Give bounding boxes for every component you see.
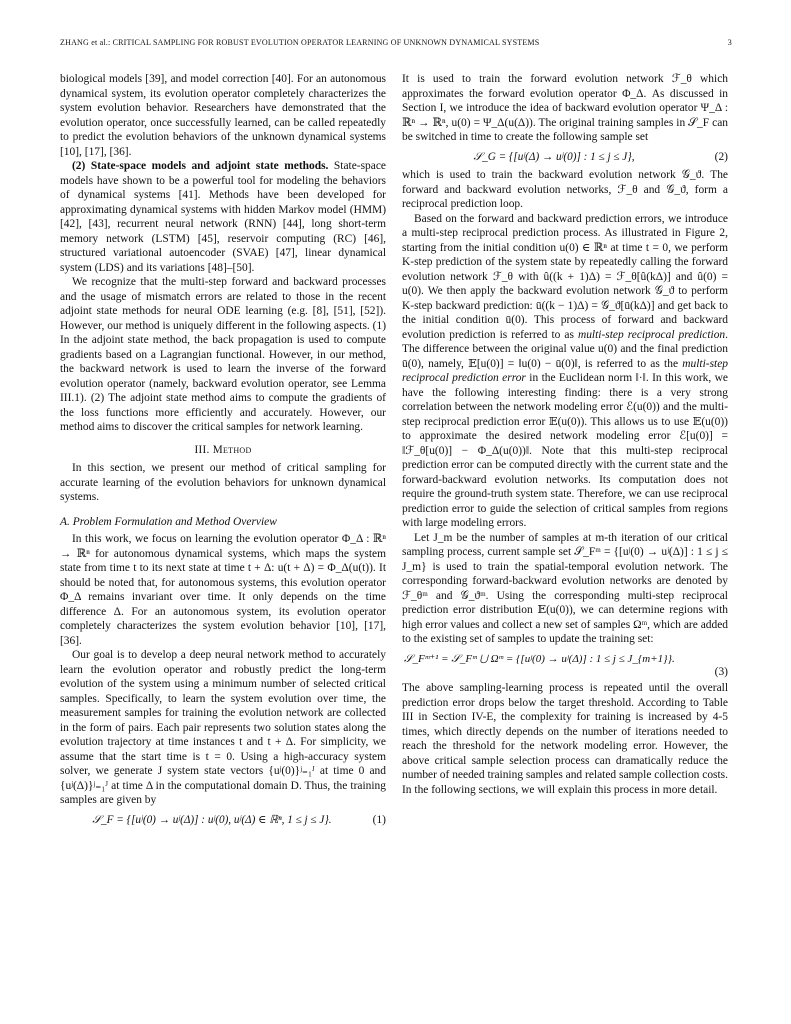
running-header bbox=[60, 38, 732, 50]
term-reciprocal-prediction-error: multi-step reciprocal prediction error bbox=[402, 357, 728, 384]
running-title: ZHANG et al.: CRITICAL SAMPLING FOR ROBUST EVOLUTION OPERATOR LEARNING OF UNKNOWN DYNAMICAL SYSTEMS bbox=[60, 38, 540, 47]
equation-1 bbox=[60, 813, 386, 828]
reciprocal-text-c: in the Euclidean norm ‖·‖. In this work, we have the following interesting finding: there is a very strong correlation between the network modeling error ℰ(u(0)) and the multi-step reciprocal prediction error 𝔼(u(0)). This allows us to use 𝔼(u(0)) to approximate the desired network modeling error ℰ[u(0)] = ‖ℱ_θ[u(0)] − Φ_Δ(u(0))‖. Note that this multi-step reciprocal prediction error can be computed directly with the current state and the forward-backward evolution networks. Its computation does not require the ground-truth system state. Therefore, we can use reciprocal prediction error to guide the selection of critical samples from regions with large modeling errors. bbox=[402, 372, 728, 529]
paragraph-sampling-learning: The above sampling-learning process is repeated until the overall prediction error drops below the target threshold. According to Table III in Section IV-E, the complexity for training is increased by 4-5 times, which directly depends on the number of iterations needed to reach the threshold for the network modeling error. However, the above critical sample selection process can dramatically reduce the number of needed training samples and related sample collection costs. In the following sections, we will explain this process in more detail. bbox=[402, 682, 728, 796]
paragraph-related-work-continued: biological models [39], and model correction [40]. For an autonomous dynamical system, its evolution operator completely characterizes the system evolution behavior. Researchers have demonstrated that the evolution operator, once successfully learned, can be called repeatedly to predict the evolution behaviors of the unknown dynamical systems [10], [17], [36]. bbox=[60, 73, 386, 158]
equation-3 bbox=[402, 652, 728, 679]
equation-2 bbox=[402, 150, 728, 165]
paragraph-reciprocal-prediction bbox=[402, 212, 728, 531]
paragraph-forward-network: It is used to train the forward evolution network ℱ_θ which approximates the forward evolution operator Φ_Δ. As discussed in Section I, we introduce the idea of backward evolution operator Ψ_Δ : ℝⁿ → ℝⁿ, u(0) = Ψ_Δ(u(Δ)). The original training samples in 𝒮_F can be switched in time to create the following sample set bbox=[402, 73, 728, 143]
state-space-text: State-space models have shown to be a powerful tool for modeling the behaviors of dynamical systems [41]. Methods have been developed for approximating dynamical systems with hidden Markov model (HMM) [42], [43], recurrent neural network (RNN) [44], long short-term memory network (LSTM) [45], reservoir computing (RC) [46], structured variational autoencoder (SVAE) [47], linear dynamical system (LDS) and its variations [48]–[50]. bbox=[60, 160, 386, 274]
paragraph-sampling-iteration: Let J_m be the number of samples at m-th iteration of our critical sampling process, current sample set 𝒮_Fᵐ = {[uʲ(0) → uʲ(Δ)] : 1 ≤ j ≤ J_m} is used to train the spatial-temporal evolution network. The corresponding forward-backward evolution networks are denoted by ℱ_θᵐ and 𝒢_ϑᵐ. Using the corresponding multi-step reciprocal prediction error distribution 𝔼(u(0)), we can determine regions with high error values and collect a new set of samples Ωᵐ, which are added to the existing set of samples to update the training set: bbox=[402, 531, 728, 645]
equation-3-expression: 𝒮_Fᵐ⁺¹ = 𝒮_Fᵐ ⋃ Ωᵐ = {[uʲ(0) → uʲ(Δ)] : 1 ≤ j ≤ J_{m+1}}. bbox=[404, 652, 675, 665]
equation-1-number: (1) bbox=[372, 813, 386, 826]
left-column bbox=[60, 72, 386, 831]
section-title-method: III. Method bbox=[194, 443, 252, 456]
paragraph-evolution-operator: In this work, we focus on learning the evolution operator Φ_Δ : ℝⁿ → ℝⁿ for autonomous dynamical systems, which maps the system state from time t to its next state at time t + Δ: u(t + Δ) = Φ_Δ(u(t)). It should be noted that, for autonomous systems, this evolution operator Φ_Δ remains invariant over time. It only depends on the time difference Δ. For an autonomous system, its evolution operator completely characterizes the system evolution behavior [10], [17], [36]. bbox=[60, 533, 386, 647]
right-column bbox=[402, 72, 728, 797]
run-in-heading-state-space: (2) State-space models and adjoint state methods. bbox=[72, 160, 329, 172]
reciprocal-text-b: . The difference between the original value u(0) and the final prediction ū(0), namely, 𝔼[u(0)] = ‖u(0) − ū(0)‖, is referred to as the bbox=[402, 328, 728, 370]
term-multi-step-reciprocal-prediction: multi-step reciprocal prediction bbox=[577, 328, 726, 341]
equation-2-expression: 𝒮_G = {[uʲ(Δ) → uʲ(0)] : 1 ≤ j ≤ J}, bbox=[473, 150, 635, 163]
paragraph-state-space-models bbox=[60, 159, 386, 275]
equation-3-number: (3) bbox=[714, 666, 728, 678]
page-number: 3 bbox=[727, 38, 732, 47]
equation-1-expression: 𝒮_F = {[uʲ(0) → uʲ(Δ)] : uʲ(0), uʲ(Δ) ∈ ℝⁿ, 1 ≤ j ≤ J}. bbox=[92, 813, 332, 826]
equation-2-number: (2) bbox=[714, 150, 728, 163]
paragraph-backward-network: which is used to train the backward evolution network 𝒢_ϑ. The forward and backward evolution networks, ℱ_θ and 𝒢_ϑ, form a reciprocal prediction loop. bbox=[402, 169, 728, 210]
paragraph-method-intro: In this section, we present our method of critical sampling for accurate learning of the evolution behaviors for unknown dynamical systems. bbox=[60, 462, 386, 503]
subsection-title-problem-formulation: A. Problem Formulation and Method Overview bbox=[60, 515, 277, 528]
reciprocal-text-a: Based on the forward and backward prediction errors, we introduce a multi-step reciprocal prediction process. As illustrated in Figure 2, starting from the initial condition u(0) ∈ ℝⁿ at time t = 0, we perform K-step prediction of the system state by repeatedly calling the forward evolution network ℱ_θ with û((k + 1)Δ) = ℱ_θ[û(kΔ)] and û(0) = u(0). We then apply the backward evolution network 𝒢_ϑ to perform K-step backward prediction: ū((k − 1)Δ) = 𝒢_ϑ[ū(kΔ)] and get back to the initial condition ū(0). This process of forward and backward evolution prediction is referred to as bbox=[402, 212, 728, 341]
paragraph-adjoint-comparison: We recognize that the multi-step forward and backward processes and the usage of mismatch errors are related to those in the recent adjoint state methods for neural ODE learning (e.g. [8], [51], [52]). However, our method is uniquely different in the following aspects. (1) In the adjoint state method, the back propagation is used to compute gradients based on a Lagrangian functional. However, in our method, the backward network is used to learn the inverse of the forward evolution operator (namely, backward evolution operator, see Lemma III.1). (2) The adjoint state method aims to compute the gradients of the loss functions more efficiently and accurately. However, our method aims to discover the critical samples for network learning. bbox=[60, 276, 386, 433]
paragraph-goal: Our goal is to develop a deep neural network method to accurately learn the evolution operator and robustly predict the long-term evolution of the system using a minimum number of selected critical samples. Specifically, to learn the system evolution over time, the measurement samples for training the evolution network are collected in the form of pairs. Each pair represents two solution states along the evolution trajectory at time instances t and t + Δ. For simplicity, we assume that the start time is t = 0. Using a high-accuracy system solver, we generate J system state vectors {uʲ(0)}ʲ₌₁ᴶ at time 0 and {uʲ(Δ)}ʲ₌₁ᴶ at time Δ in the computational domain D. Thus, the training samples are given by bbox=[60, 649, 386, 806]
